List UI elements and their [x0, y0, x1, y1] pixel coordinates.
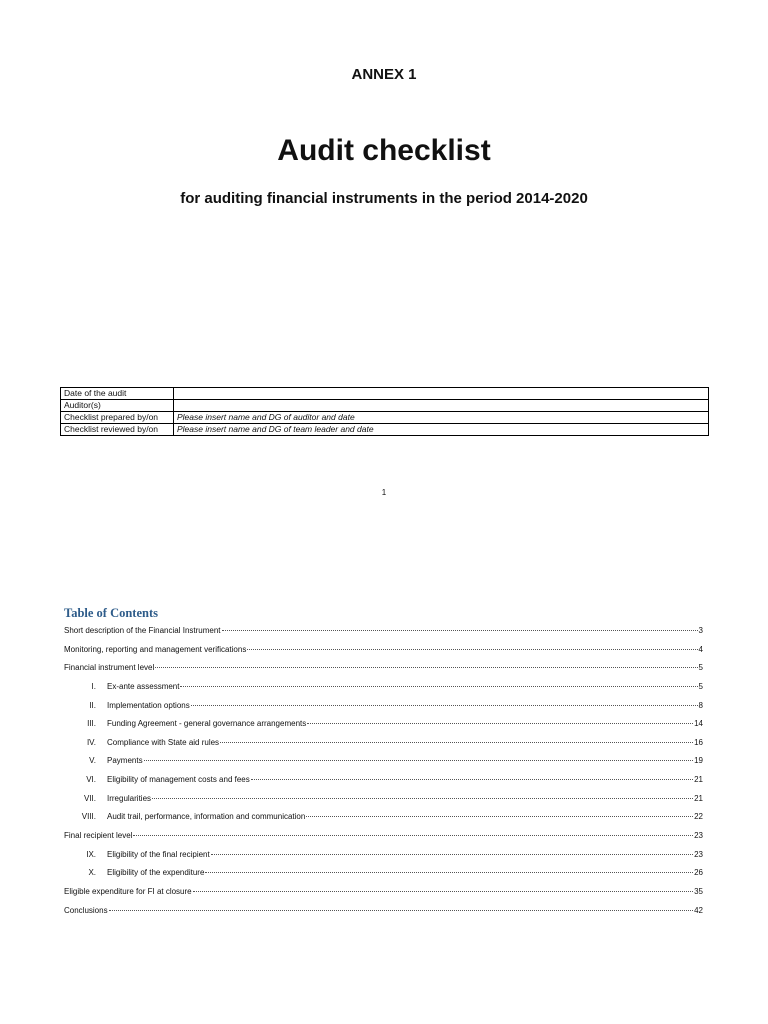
toc-entry-title: Implementation options	[107, 700, 190, 710]
toc-entry-title: Eligibility of the final recipient	[107, 849, 210, 859]
toc-entry[interactable]	[64, 737, 703, 756]
toc-entry-title: Eligibility of management costs and fees	[107, 775, 250, 785]
dot-leader	[180, 686, 697, 687]
toc-entry[interactable]	[64, 662, 703, 681]
dot-leader	[211, 854, 693, 855]
dot-leader	[155, 667, 697, 668]
toc-entry-title: Funding Agreement - general governance arrangements	[107, 719, 307, 729]
toc-entry-title: Final recipient level	[64, 831, 133, 841]
toc-entry-title: Conclusions	[64, 905, 108, 915]
table-row	[61, 424, 709, 436]
table-of-contents	[64, 625, 703, 923]
toc-entry-number: VI.	[86, 775, 96, 785]
toc-entry-title: Payments	[107, 756, 143, 766]
dot-leader	[152, 798, 693, 799]
toc-entry-number: IX.	[86, 849, 96, 859]
toc-entry-number: I.	[91, 681, 96, 691]
toc-entry-number: V.	[89, 756, 96, 766]
dot-leader	[251, 779, 693, 780]
document-title: Audit checklist	[277, 134, 491, 167]
toc-entry-title: Financial instrument level	[64, 663, 155, 673]
toc-entry-title: Compliance with State aid rules	[107, 737, 220, 747]
dot-leader	[222, 630, 698, 631]
dot-leader	[307, 723, 693, 724]
toc-entry-number: VIII.	[81, 812, 96, 822]
toc-entry-number: II.	[89, 700, 96, 710]
info-label: Checklist reviewed by/on	[61, 424, 174, 436]
toc-entry-title: Short description of the Financial Instrument	[64, 626, 221, 635]
annex-label: ANNEX 1	[351, 66, 417, 83]
toc-entry[interactable]	[64, 681, 703, 700]
toc-entry-title: Ex-ante assessment	[107, 681, 180, 691]
toc-entry[interactable]	[64, 700, 703, 719]
toc-entry-page: 5	[698, 663, 703, 673]
toc-entry[interactable]	[64, 718, 703, 737]
toc-entry-page: 21	[694, 775, 703, 785]
toc-entry[interactable]	[64, 830, 703, 849]
info-value	[174, 400, 709, 412]
toc-entry-page: 5	[698, 681, 703, 691]
info-label: Date of the audit	[61, 388, 174, 400]
info-label: Auditor(s)	[61, 400, 174, 412]
dot-leader	[247, 649, 697, 650]
toc-entry-page: 26	[694, 868, 703, 878]
table-row	[61, 412, 709, 424]
toc-entry[interactable]	[64, 886, 703, 905]
toc-entry[interactable]	[64, 625, 703, 644]
toc-entry-page: 3	[698, 626, 703, 635]
audit-info-table	[60, 387, 709, 436]
info-label: Checklist prepared by/on	[61, 412, 174, 424]
dot-leader	[191, 705, 698, 706]
toc-entry-page: 23	[694, 831, 703, 841]
toc-entry-page: 42	[694, 905, 703, 915]
dot-leader	[144, 760, 694, 761]
toc-entry-title: Eligible expenditure for FI at closure	[64, 886, 192, 896]
toc-entry-title: Eligibility of the expenditure	[107, 868, 205, 878]
toc-entry-page: 8	[698, 700, 703, 710]
toc-entry-number: IV.	[86, 737, 96, 747]
toc-entry-title: Audit trail, performance, information and communication	[107, 812, 306, 822]
toc-entry-title: Irregularities	[107, 793, 152, 803]
info-value	[174, 388, 709, 400]
toc-heading: Table of Contents	[64, 606, 158, 620]
dot-leader	[205, 872, 693, 873]
toc-entry-page: 22	[694, 812, 703, 822]
toc-entry[interactable]	[64, 793, 703, 812]
toc-entry-page: 14	[694, 719, 703, 729]
dot-leader	[306, 816, 693, 817]
toc-entry-number: III.	[87, 719, 96, 729]
toc-entry-title: Monitoring, reporting and management verifications	[64, 644, 247, 654]
dot-leader	[220, 742, 693, 743]
toc-entry-page: 21	[694, 793, 703, 803]
toc-entry-number: VII.	[83, 793, 96, 803]
info-value: Please insert name and DG of auditor and date	[174, 412, 709, 424]
toc-entry[interactable]	[64, 755, 703, 774]
dot-leader	[133, 835, 693, 836]
dot-leader	[193, 891, 693, 892]
toc-entry[interactable]	[64, 774, 703, 793]
dot-leader	[109, 910, 694, 911]
document-subtitle: for auditing financial instruments in the period 2014-2020	[180, 190, 588, 207]
table-row	[61, 400, 709, 412]
toc-entry-number: X.	[88, 868, 96, 878]
page-number: 1	[381, 488, 387, 497]
toc-entry[interactable]	[64, 644, 703, 663]
toc-entry-page: 19	[694, 756, 703, 766]
toc-entry-page: 4	[698, 644, 703, 654]
toc-entry-page: 23	[694, 849, 703, 859]
toc-entry[interactable]	[64, 905, 703, 924]
toc-entry[interactable]	[64, 867, 703, 886]
info-value: Please insert name and DG of team leader and date	[174, 424, 709, 436]
toc-entry-page: 35	[694, 886, 703, 896]
toc-entry-page: 16	[694, 737, 703, 747]
toc-entry[interactable]	[64, 849, 703, 868]
toc-entry[interactable]	[64, 811, 703, 830]
table-row	[61, 388, 709, 400]
